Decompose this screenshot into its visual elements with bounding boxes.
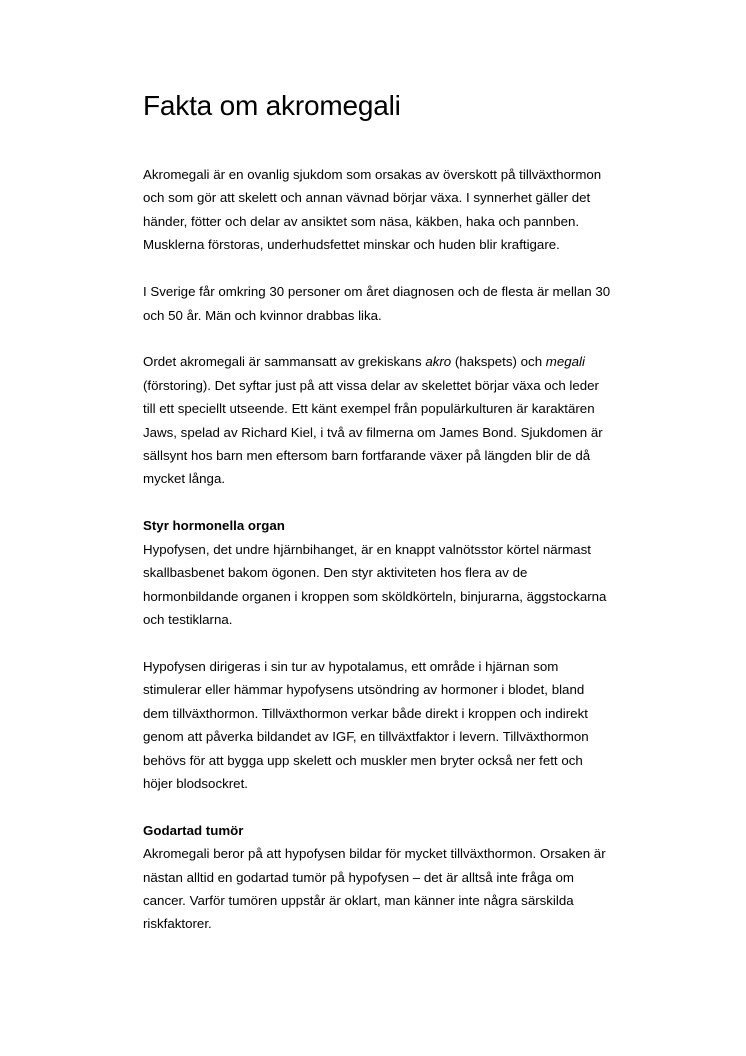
page-title: Fakta om akromegali	[143, 90, 401, 121]
etymology-term-megali: megali	[545, 354, 585, 370]
intro-paragraph: Akromegali är en ovanlig sjukdom som orsakas av överskott på tillväxthormon och som gör att skelett och annan vävnad börjar växa. I synnerhet gäller det händer, fötter och delar av ansiktet som näsa, käkben, haka och pannben. Musklerna förstoras, underhudsfettet minskar och huden blir kraftigare.	[143, 167, 602, 253]
etymology-term-akro: akro	[425, 354, 452, 370]
statistics-paragraph: I Sverige får omkring 30 personer om året diagnosen och de flesta är mellan 30 och 50 år. Män och kvinnor drabbas lika.	[143, 284, 611, 323]
etymology-text-3: (förstoring). Det syftar just på att vissa delar av skelettet börjar växa och leder till ett speciellt utseende. Ett känt exempel från populärkulturen är karaktären Jaws, spelad av Richard Kiel, i två av filmerna om James Bond. Sjukdomen är sällsynt hos barn men eftersom barn fortfarande växer på längden blir de då mycket långa.	[143, 377, 603, 487]
etymology-paragraph	[143, 350, 613, 490]
etymology-text-2: (hakspets) och	[451, 354, 546, 370]
tumor-paragraph: Akromegali beror på att hypofysen bildar för mycket tillväxthormon. Orsaken är nästan alltid en godartad tumör på hypofysen – det är alltså inte fråga om cancer. Varför tumören uppstår är oklart, man känner inte några särskilda riskfaktorer.	[143, 846, 606, 932]
section-heading-benign-tumor: Godartad tumör	[143, 822, 244, 838]
pituitary-paragraph: Hypofysen, det undre hjärnbihanget, är en knappt valnötsstor körtel närmast skallbasbenet bakom ögonen. Den styr aktiviteten hos flera av de hormonbildande organen i kroppen som sköldkörteln, binjurarna, äggstockarna och testiklarna.	[143, 541, 607, 627]
etymology-text-1: Ordet akromegali är sammansatt av grekiskans	[143, 354, 426, 370]
section-heading-hormonal-organs: Styr hormonella organ	[143, 518, 285, 534]
hypothalamus-paragraph: Hypofysen dirigeras i sin tur av hypotalamus, ett område i hjärnan som stimulerar eller hämmar hypofysens utsöndring av hormoner i blodet, bland dem tillväxthormon. Tillväxthormon verkar både direkt i kroppen och indirekt genom att påverka bildandet av IGF, en tillväxtfaktor i levern. Tillväxthormon behövs för att bygga upp skelett och muskler men bryter också ner fett och höjer blodsockret.	[143, 658, 589, 791]
document-page	[143, 88, 613, 936]
